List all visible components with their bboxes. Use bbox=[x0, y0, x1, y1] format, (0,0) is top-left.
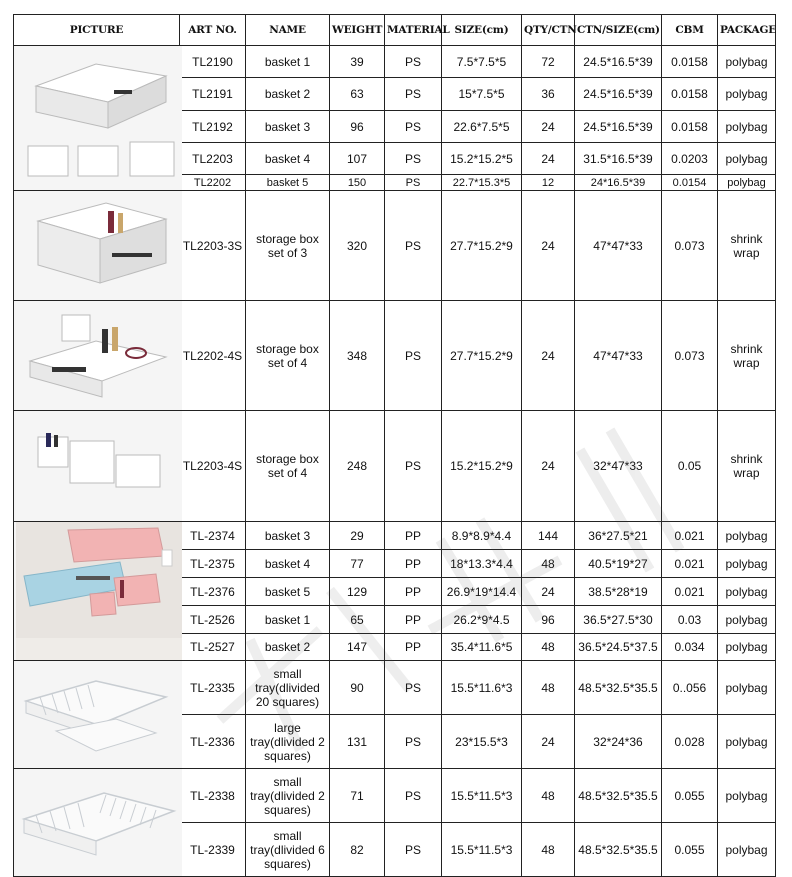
cell-cbm: 0.028 bbox=[662, 715, 718, 769]
product-picture bbox=[14, 46, 180, 191]
cell-package: polybag bbox=[718, 661, 776, 715]
cell-qty-ctn: 96 bbox=[522, 606, 575, 634]
cell-name: basket 1 bbox=[246, 606, 330, 634]
product-photo-drawer bbox=[16, 191, 182, 300]
table-row bbox=[14, 191, 776, 301]
cell-qty-ctn: 24 bbox=[522, 301, 575, 411]
cell-name: small tray(dlivided 2 squares) bbox=[246, 769, 330, 823]
cell-weight: 77 bbox=[330, 550, 385, 578]
cell-cbm: 0.0158 bbox=[662, 46, 718, 78]
cell-cbm: 0.0203 bbox=[662, 143, 718, 175]
cell-size: 15*7.5*5 bbox=[442, 78, 522, 111]
cell-package: polybag bbox=[718, 578, 776, 606]
cell-name: basket 1 bbox=[246, 46, 330, 78]
cell-material: PS bbox=[385, 46, 442, 78]
product-photo-colored bbox=[16, 522, 182, 660]
product-picture bbox=[14, 191, 180, 301]
cell-name: large tray(dlivided 2 squares) bbox=[246, 715, 330, 769]
table-row bbox=[14, 769, 776, 823]
cell-cbm: 0.021 bbox=[662, 550, 718, 578]
cell-ctn-size: 47*47*33 bbox=[575, 301, 662, 411]
cell-name: basket 2 bbox=[246, 634, 330, 661]
cell-weight: 248 bbox=[330, 411, 385, 522]
cell-package: polybag bbox=[718, 550, 776, 578]
cell-art-no: TL2203-3S bbox=[180, 191, 246, 301]
product-spec-table bbox=[13, 14, 776, 877]
product-picture bbox=[14, 411, 180, 522]
cell-art-no: TL-2526 bbox=[180, 606, 246, 634]
cell-ctn-size: 36*27.5*21 bbox=[575, 522, 662, 550]
cell-material: PS bbox=[385, 823, 442, 877]
cell-package: polybag bbox=[718, 823, 776, 877]
cell-qty-ctn: 24 bbox=[522, 111, 575, 143]
table-row bbox=[14, 46, 776, 78]
cell-qty-ctn: 48 bbox=[522, 661, 575, 715]
cell-size: 15.5*11.6*3 bbox=[442, 661, 522, 715]
cell-ctn-size: 32*24*36 bbox=[575, 715, 662, 769]
header-weight: WEIGHT bbox=[330, 15, 385, 46]
table-row bbox=[14, 522, 776, 550]
cell-size: 15.5*11.5*3 bbox=[442, 769, 522, 823]
cell-name: basket 5 bbox=[246, 578, 330, 606]
cell-art-no: TL2192 bbox=[180, 111, 246, 143]
cell-name: basket 3 bbox=[246, 522, 330, 550]
cell-size: 27.7*15.2*9 bbox=[442, 191, 522, 301]
cell-cbm: 0.0158 bbox=[662, 111, 718, 143]
header-row bbox=[14, 15, 776, 46]
cell-art-no: TL-2339 bbox=[180, 823, 246, 877]
header-package: PACKAGE bbox=[718, 15, 776, 46]
cell-weight: 129 bbox=[330, 578, 385, 606]
cell-material: PS bbox=[385, 143, 442, 175]
cell-ctn-size: 48.5*32.5*35.5 bbox=[575, 769, 662, 823]
product-photo-cosmetic bbox=[16, 301, 182, 410]
table-row bbox=[14, 411, 776, 522]
cell-material: PP bbox=[385, 522, 442, 550]
cell-qty-ctn: 72 bbox=[522, 46, 575, 78]
cell-name: storage box set of 4 bbox=[246, 411, 330, 522]
cell-material: PS bbox=[385, 191, 442, 301]
cell-qty-ctn: 144 bbox=[522, 522, 575, 550]
cell-art-no: TL2203 bbox=[180, 143, 246, 175]
cell-weight: 39 bbox=[330, 46, 385, 78]
cell-ctn-size: 48.5*32.5*35.5 bbox=[575, 661, 662, 715]
cell-ctn-size: 31.5*16.5*39 bbox=[575, 143, 662, 175]
cell-art-no: TL-2338 bbox=[180, 769, 246, 823]
product-photo-clear-large bbox=[16, 769, 182, 876]
product-picture bbox=[14, 301, 180, 411]
header-art-no: ART NO. bbox=[180, 15, 246, 46]
cell-size: 22.7*15.3*5 bbox=[442, 175, 522, 191]
cell-cbm: 0.0154 bbox=[662, 175, 718, 191]
product-photo-white-set bbox=[16, 46, 182, 190]
cell-weight: 107 bbox=[330, 143, 385, 175]
cell-size: 15.2*15.2*5 bbox=[442, 143, 522, 175]
cell-qty-ctn: 24 bbox=[522, 411, 575, 522]
table-row bbox=[14, 301, 776, 411]
cell-qty-ctn: 48 bbox=[522, 769, 575, 823]
cell-cbm: 0.055 bbox=[662, 769, 718, 823]
cell-material: PS bbox=[385, 769, 442, 823]
cell-package: polybag bbox=[718, 111, 776, 143]
cell-art-no: TL-2374 bbox=[180, 522, 246, 550]
cell-material: PP bbox=[385, 578, 442, 606]
cell-art-no: TL2191 bbox=[180, 78, 246, 111]
cell-size: 15.5*11.5*3 bbox=[442, 823, 522, 877]
header-picture: PICTURE bbox=[14, 15, 180, 46]
cell-package: polybag bbox=[718, 606, 776, 634]
cell-weight: 348 bbox=[330, 301, 385, 411]
cell-cbm: 0.03 bbox=[662, 606, 718, 634]
cell-ctn-size: 47*47*33 bbox=[575, 191, 662, 301]
cell-package: polybag bbox=[718, 46, 776, 78]
product-photo-clear-small bbox=[16, 661, 182, 768]
cell-material: PP bbox=[385, 634, 442, 661]
cell-size: 27.7*15.2*9 bbox=[442, 301, 522, 411]
cell-weight: 63 bbox=[330, 78, 385, 111]
cell-package: polybag bbox=[718, 522, 776, 550]
cell-cbm: 0.021 bbox=[662, 522, 718, 550]
cell-name: storage box set of 3 bbox=[246, 191, 330, 301]
cell-cbm: 0.0158 bbox=[662, 78, 718, 111]
cell-art-no: TL2203-4S bbox=[180, 411, 246, 522]
cell-qty-ctn: 24 bbox=[522, 715, 575, 769]
cell-qty-ctn: 24 bbox=[522, 143, 575, 175]
cell-art-no: TL2190 bbox=[180, 46, 246, 78]
cell-qty-ctn: 36 bbox=[522, 78, 575, 111]
header-ctn-size: CTN/SIZE(cm) bbox=[575, 15, 662, 46]
cell-name: small tray(dlivided 6 squares) bbox=[246, 823, 330, 877]
cell-weight: 65 bbox=[330, 606, 385, 634]
cell-art-no: TL-2527 bbox=[180, 634, 246, 661]
cell-size: 26.9*19*14.4 bbox=[442, 578, 522, 606]
cell-ctn-size: 24.5*16.5*39 bbox=[575, 111, 662, 143]
cell-weight: 147 bbox=[330, 634, 385, 661]
cell-ctn-size: 32*47*33 bbox=[575, 411, 662, 522]
cell-material: PS bbox=[385, 78, 442, 111]
header-cbm: CBM bbox=[662, 15, 718, 46]
cell-qty-ctn: 24 bbox=[522, 578, 575, 606]
cell-package: polybag bbox=[718, 78, 776, 111]
cell-weight: 29 bbox=[330, 522, 385, 550]
header-qty-ctn: QTY/CTN bbox=[522, 15, 575, 46]
cell-material: PS bbox=[385, 411, 442, 522]
cell-ctn-size: 24.5*16.5*39 bbox=[575, 78, 662, 111]
cell-weight: 150 bbox=[330, 175, 385, 191]
cell-size: 23*15.5*3 bbox=[442, 715, 522, 769]
cell-material: PS bbox=[385, 715, 442, 769]
cell-cbm: 0..056 bbox=[662, 661, 718, 715]
cell-size: 22.6*7.5*5 bbox=[442, 111, 522, 143]
cell-ctn-size: 24.5*16.5*39 bbox=[575, 46, 662, 78]
cell-package: shrink wrap bbox=[718, 411, 776, 522]
cell-art-no: TL-2376 bbox=[180, 578, 246, 606]
cell-weight: 82 bbox=[330, 823, 385, 877]
cell-material: PP bbox=[385, 550, 442, 578]
cell-material: PP bbox=[385, 606, 442, 634]
cell-package: polybag bbox=[718, 715, 776, 769]
cell-size: 7.5*7.5*5 bbox=[442, 46, 522, 78]
cell-qty-ctn: 12 bbox=[522, 175, 575, 191]
cell-cbm: 0.055 bbox=[662, 823, 718, 877]
cell-package: polybag bbox=[718, 769, 776, 823]
product-picture bbox=[14, 769, 180, 877]
cell-package: polybag bbox=[718, 175, 776, 191]
cell-ctn-size: 38.5*28*19 bbox=[575, 578, 662, 606]
cell-name: basket 4 bbox=[246, 143, 330, 175]
cell-cbm: 0.034 bbox=[662, 634, 718, 661]
cell-package: polybag bbox=[718, 634, 776, 661]
cell-package: polybag bbox=[718, 143, 776, 175]
cell-package: shrink wrap bbox=[718, 191, 776, 301]
cell-size: 35.4*11.6*5 bbox=[442, 634, 522, 661]
cell-name: small tray(dlivided 20 squares) bbox=[246, 661, 330, 715]
cell-weight: 320 bbox=[330, 191, 385, 301]
header-material: MATERIAL bbox=[385, 15, 442, 46]
cell-material: PS bbox=[385, 175, 442, 191]
cell-name: storage box set of 4 bbox=[246, 301, 330, 411]
cell-qty-ctn: 24 bbox=[522, 191, 575, 301]
cell-size: 18*13.3*4.4 bbox=[442, 550, 522, 578]
cell-name: basket 4 bbox=[246, 550, 330, 578]
cell-ctn-size: 36.5*27.5*30 bbox=[575, 606, 662, 634]
header-size: SIZE(cm) bbox=[442, 15, 522, 46]
cell-ctn-size: 36.5*24.5*37.5 bbox=[575, 634, 662, 661]
cell-name: basket 5 bbox=[246, 175, 330, 191]
cell-size: 8.9*8.9*4.4 bbox=[442, 522, 522, 550]
cell-art-no: TL-2336 bbox=[180, 715, 246, 769]
product-picture bbox=[14, 522, 180, 661]
cell-ctn-size: 40.5*19*27 bbox=[575, 550, 662, 578]
cell-art-no: TL2202 bbox=[180, 175, 246, 191]
cell-cbm: 0.073 bbox=[662, 191, 718, 301]
product-photo-boxes bbox=[16, 411, 182, 521]
cell-package: shrink wrap bbox=[718, 301, 776, 411]
cell-material: PS bbox=[385, 301, 442, 411]
table-row bbox=[14, 661, 776, 715]
cell-art-no: TL2202-4S bbox=[180, 301, 246, 411]
cell-weight: 96 bbox=[330, 111, 385, 143]
header-name: NAME bbox=[246, 15, 330, 46]
cell-cbm: 0.073 bbox=[662, 301, 718, 411]
cell-weight: 90 bbox=[330, 661, 385, 715]
cell-cbm: 0.021 bbox=[662, 578, 718, 606]
cell-weight: 131 bbox=[330, 715, 385, 769]
cell-qty-ctn: 48 bbox=[522, 550, 575, 578]
cell-cbm: 0.05 bbox=[662, 411, 718, 522]
cell-size: 15.2*15.2*9 bbox=[442, 411, 522, 522]
cell-weight: 71 bbox=[330, 769, 385, 823]
cell-qty-ctn: 48 bbox=[522, 823, 575, 877]
cell-ctn-size: 24*16.5*39 bbox=[575, 175, 662, 191]
cell-art-no: TL-2375 bbox=[180, 550, 246, 578]
product-picture bbox=[14, 661, 180, 769]
cell-name: basket 3 bbox=[246, 111, 330, 143]
cell-name: basket 2 bbox=[246, 78, 330, 111]
cell-qty-ctn: 48 bbox=[522, 634, 575, 661]
cell-material: PS bbox=[385, 111, 442, 143]
cell-ctn-size: 48.5*32.5*35.5 bbox=[575, 823, 662, 877]
cell-art-no: TL-2335 bbox=[180, 661, 246, 715]
cell-size: 26.2*9*4.5 bbox=[442, 606, 522, 634]
cell-material: PS bbox=[385, 661, 442, 715]
